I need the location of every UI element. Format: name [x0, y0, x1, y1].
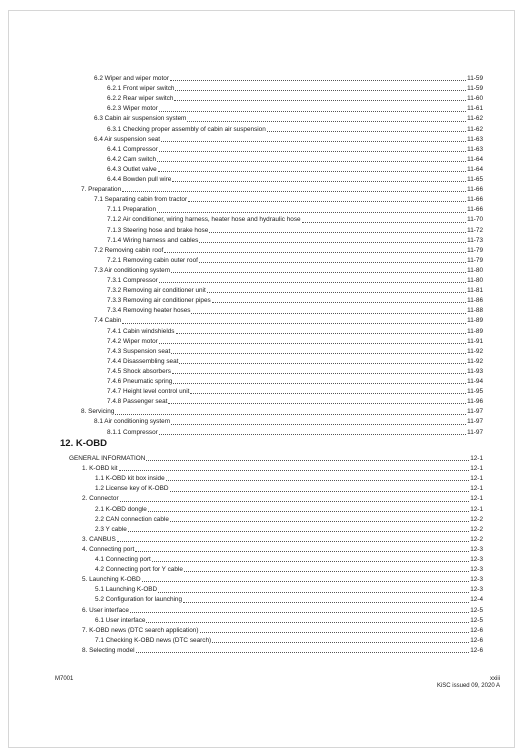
toc-entry[interactable]: [82, 645, 483, 655]
toc-entry-page: 12-1: [470, 505, 483, 513]
toc-dot-leader: [212, 642, 469, 643]
toc-entry-page: 11-72: [467, 226, 483, 234]
toc-entry-title: 7.2 Removing cabin roof: [94, 246, 164, 254]
toc-entry-page: 12-6: [470, 646, 483, 654]
toc-entry-title: 8. Selecting model: [82, 646, 135, 654]
toc-entry[interactable]: [107, 174, 483, 184]
toc-entry-title: 6.3 Cabin air suspension system: [94, 115, 187, 123]
toc-entry-page: 12-1: [470, 475, 483, 483]
toc-entry-title: 4.2 Connecting port for Y cable: [95, 566, 183, 574]
toc-entry-page: 11-95: [467, 388, 483, 396]
toc-entry[interactable]: [94, 134, 483, 144]
toc-dot-leader: [199, 262, 466, 263]
toc-entry[interactable]: [82, 534, 483, 544]
toc-entry-title: 5.1 Launching K-OBD: [95, 586, 158, 594]
toc-entry-title: 7.1.4 Wiring harness and cables: [107, 236, 199, 244]
toc-entry-title: 1. K-OBD kit: [82, 465, 118, 473]
toc-entry-title: 6.4 Air suspension seat: [94, 135, 161, 143]
toc-entry[interactable]: [107, 427, 483, 437]
toc-entry-page: 11-80: [467, 277, 483, 284]
toc-entry[interactable]: [82, 493, 483, 503]
toc-entry-page: 12-3: [470, 586, 483, 594]
toc-entry-page: 12-3: [470, 545, 483, 553]
toc-dot-leader: [164, 252, 466, 253]
toc-entry[interactable]: [107, 366, 483, 376]
toc-entry[interactable]: [95, 594, 483, 604]
toc-entry-page: 12-2: [470, 525, 483, 533]
toc-entry[interactable]: [107, 164, 483, 174]
toc-entry[interactable]: [95, 524, 483, 534]
toc-entry-title: 7.1.1 Preparation: [107, 206, 157, 214]
toc-entry-title: 8.1.1 Compressor: [107, 428, 158, 436]
toc-dot-leader: [170, 80, 466, 81]
toc-entry[interactable]: [94, 73, 483, 83]
toc-entry[interactable]: [107, 214, 483, 224]
toc-entry-page: 11-81: [467, 287, 483, 295]
toc-dot-leader: [174, 100, 466, 101]
toc-entry-title: 7.1.3 Steering hose and brake hose: [107, 226, 209, 234]
toc-entry[interactable]: [82, 625, 483, 635]
toc-dot-leader: [212, 302, 466, 303]
toc-entry[interactable]: [94, 416, 483, 426]
toc-dot-leader: [158, 592, 469, 593]
toc-entry-page: 11-70: [467, 216, 483, 224]
toc-dot-leader: [148, 511, 469, 512]
toc-entry-page: 11-60: [467, 95, 483, 103]
toc-entry-page: 11-91: [467, 337, 483, 345]
toc-entry-title: 6.2.2 Rear wiper switch: [107, 95, 174, 103]
toc-dot-leader: [146, 622, 469, 623]
toc-dot-leader: [117, 541, 469, 542]
toc-dot-leader: [130, 612, 469, 613]
toc-entry-title: GENERAL INFORMATION: [69, 455, 146, 462]
toc-entry-page: 11-79: [467, 256, 483, 264]
toc-entry-title: 7.1 Checking K-OBD news (DTC search): [95, 636, 212, 644]
toc-dot-leader: [187, 121, 466, 122]
toc-entry-page: 11-66: [467, 206, 483, 214]
toc-entry-title: 7.3.1 Compressor: [107, 277, 158, 284]
toc-dot-leader: [267, 131, 466, 132]
toc-entry[interactable]: [107, 305, 483, 315]
toc-entry-page: 11-92: [467, 357, 483, 365]
toc-entry-page: 11-64: [467, 155, 483, 163]
toc-entry-title: 6.4.3 Outlet valve: [107, 165, 157, 173]
toc-entry-title: 7. Preparation: [81, 186, 122, 194]
toc-entry[interactable]: [107, 144, 483, 154]
toc-entry[interactable]: [107, 235, 483, 245]
toc-entry[interactable]: [107, 386, 483, 396]
toc-entry-page: 11-62: [467, 125, 483, 133]
toc-entry[interactable]: [94, 113, 483, 123]
toc-entry[interactable]: [81, 406, 483, 416]
toc-entry-title: 5.2 Configuration for launching: [95, 596, 183, 604]
toc-entry[interactable]: [107, 83, 483, 93]
toc-entry[interactable]: [94, 265, 483, 275]
toc-entry-page: 11-97: [467, 418, 483, 426]
toc-entry-page: 12-3: [470, 576, 483, 584]
toc-dot-leader: [115, 414, 466, 415]
toc-entry[interactable]: [107, 93, 483, 103]
toc-entry-page: 11-96: [467, 398, 483, 406]
toc-dot-leader: [157, 212, 466, 213]
toc-entry-page: 12-3: [470, 566, 483, 574]
toc-entry-title: 4.1 Connecting port: [95, 556, 151, 563]
toc-dot-leader: [173, 383, 466, 384]
toc-entry-title: 1.1 K-OBD kit box inside: [95, 475, 165, 483]
toc-dot-leader: [183, 602, 469, 603]
toc-entry-title: 6.2.1 Front wiper switch: [107, 85, 175, 93]
toc-entry-page: 11-59: [467, 85, 483, 93]
toc-entry-page: 11-59: [467, 75, 483, 82]
toc-entry-title: 1.2 License key of K-OBD: [95, 485, 169, 493]
toc-entry-page: 12-5: [470, 606, 483, 614]
toc-dot-leader: [171, 424, 466, 425]
toc-dot-leader: [142, 581, 470, 582]
toc-entry-title: 3. CANBUS: [82, 535, 116, 543]
toc-entry-title: 6.2.3 Wiper motor: [107, 105, 158, 113]
toc-entry-page: 12-6: [470, 636, 483, 644]
toc-entry[interactable]: [95, 635, 483, 645]
toc-dot-leader: [159, 282, 466, 283]
toc-entry-page: 11-62: [467, 115, 483, 123]
toc-entry-page: 11-94: [467, 378, 483, 385]
toc-dot-leader: [172, 181, 466, 182]
toc-entry-title: 2.1 K-OBD dongle: [95, 505, 147, 513]
toc-entry-page: 12-5: [470, 616, 483, 624]
toc-entry-title: 7.4 Cabin: [94, 317, 122, 325]
toc-dot-leader: [158, 171, 466, 172]
toc-entry-page: 12-2: [470, 515, 483, 523]
toc-entry-page: 11-66: [467, 196, 483, 204]
footer-model-code: M7001: [55, 676, 74, 682]
toc-dot-leader: [166, 480, 470, 481]
toc-entry-title: 7.1.2 Air conditioner, wiring harness, heater hose and hydraulic hose: [107, 216, 301, 224]
toc-entry-title: 6.4.2 Cam switch: [107, 155, 157, 163]
toc-entry-page: 12-2: [470, 535, 483, 543]
toc-dot-leader: [176, 333, 467, 334]
toc-entry-page: 12-1: [470, 495, 483, 503]
toc-entry-page: 11-92: [467, 347, 483, 355]
toc-entry-page: 12-1: [470, 455, 483, 462]
toc-dot-leader: [119, 470, 470, 471]
toc-entry[interactable]: [95, 473, 483, 483]
toc-entry-title: 5. Launching K-OBD: [82, 576, 141, 584]
toc-dot-leader: [209, 232, 466, 233]
toc-dot-leader: [170, 521, 469, 522]
toc-entry[interactable]: [107, 275, 483, 285]
toc-entry-page: 11-79: [467, 246, 483, 254]
toc-entry[interactable]: [82, 544, 483, 554]
toc-entry-title: 7.1 Separating cabin from tractor: [94, 196, 188, 204]
toc-entry[interactable]: [95, 483, 483, 493]
toc-entry[interactable]: [94, 315, 483, 325]
toc-entry[interactable]: [107, 103, 483, 113]
toc-entry[interactable]: [107, 225, 483, 235]
toc-dot-leader: [302, 222, 467, 223]
toc-entry[interactable]: [107, 154, 483, 164]
toc-dot-leader: [128, 531, 469, 532]
toc-dot-leader: [179, 363, 466, 364]
toc-entry-page: 12-1: [470, 485, 483, 493]
toc-entry[interactable]: [81, 184, 483, 194]
toc-entry[interactable]: [94, 245, 483, 255]
toc-entry[interactable]: [95, 564, 483, 574]
footer-issue-date: KiSC issued 09, 2020 A: [436, 683, 500, 689]
toc-entry-title: 7.3 Air conditioning system: [94, 266, 171, 274]
toc-entry-title: 7.3.3 Removing air conditioner pipes: [107, 297, 211, 305]
footer-page-number: xxiii: [490, 676, 500, 682]
toc-entry-page: 11-86: [467, 297, 483, 305]
toc-entry[interactable]: [107, 326, 483, 336]
toc-entry-title: 7.3.2 Removing air conditioner unit: [107, 287, 206, 295]
toc-dot-leader: [199, 242, 466, 243]
toc-dot-leader: [122, 323, 466, 324]
toc-entry-title: 7.4.3 Suspension seat: [107, 347, 171, 355]
toc-entry-page: 12-1: [470, 465, 483, 473]
toc-dot-leader: [157, 161, 466, 162]
toc-entry[interactable]: [107, 396, 483, 406]
toc-entry[interactable]: [107, 204, 483, 214]
toc-dot-leader: [146, 460, 469, 461]
toc-entry-title: 7.4.6 Pneumatic spring: [107, 378, 173, 385]
toc-dot-leader: [170, 491, 470, 492]
toc-entry-title: 7.4.7 Height level control unit: [107, 388, 190, 396]
toc-entry[interactable]: [82, 605, 483, 615]
toc-dot-leader: [175, 90, 466, 91]
toc-entry[interactable]: [82, 463, 483, 473]
toc-dot-leader: [135, 551, 469, 552]
toc-entry-page: 11-93: [467, 367, 483, 375]
toc-entry-title: 2. Connector: [82, 495, 119, 503]
toc-entry-title: 6.4.4 Bowden pull wire: [107, 176, 172, 183]
toc-entry-title: 8. Servicing: [81, 408, 115, 416]
toc-dot-leader: [172, 373, 466, 374]
toc-entry-page: 12-6: [470, 626, 483, 634]
section-heading: 12. K-OBD: [60, 438, 107, 449]
toc-entry-title: 7. K-OBD news (DTC search application): [82, 626, 199, 634]
toc-entry-page: 11-66: [467, 186, 483, 194]
toc-entry-title: 7.4.8 Passenger seat: [107, 398, 168, 406]
toc-entry[interactable]: [94, 194, 483, 204]
toc-entry-page: 12-3: [470, 556, 483, 563]
toc-dot-leader: [152, 561, 469, 562]
toc-entry[interactable]: [95, 584, 483, 594]
toc-entry-title: 7.4.2 Wiper motor: [107, 337, 158, 345]
toc-entry[interactable]: [107, 346, 483, 356]
toc-entry[interactable]: [107, 336, 483, 346]
toc-entry-page: 11-73: [467, 236, 483, 244]
toc-dot-leader: [184, 571, 469, 572]
toc-dot-leader: [159, 151, 466, 152]
toc-entry[interactable]: [107, 285, 483, 295]
toc-entry-title: 7.2.1 Removing cabin outer roof: [107, 256, 198, 264]
toc-entry-page: 11-63: [467, 135, 483, 143]
toc-entry-page: 11-64: [467, 165, 483, 173]
toc-entry-title: 6.3.1 Checking proper assembly of cabin air suspension: [107, 125, 266, 133]
toc-entry[interactable]: [82, 574, 483, 584]
toc-entry-page: 11-63: [467, 145, 483, 153]
toc-entry-page: 11-88: [467, 307, 483, 315]
toc-entry[interactable]: [95, 514, 483, 524]
toc-entry-title: 7.4.4 Disassembling seat: [107, 357, 179, 365]
toc-entry-title: 2.3 Y cable: [95, 525, 127, 533]
toc-dot-leader: [171, 272, 466, 273]
toc-entry-page: 11-97: [467, 408, 483, 416]
toc-dot-leader: [120, 501, 470, 502]
toc-entry-page: 11-61: [467, 105, 483, 113]
toc-entry-page: 12-4: [470, 596, 483, 604]
toc-entry-title: 7.3.4 Removing heater hoses: [107, 307, 191, 315]
toc-dot-leader: [191, 313, 466, 314]
toc-entry[interactable]: [107, 255, 483, 265]
toc-dot-leader: [136, 652, 470, 653]
toc-dot-leader: [159, 434, 466, 435]
toc-entry-title: 4. Connecting port: [82, 545, 135, 553]
toc-dot-leader: [207, 292, 466, 293]
toc-entry-title: 6.4.1 Compressor: [107, 145, 158, 153]
toc-entry-page: 11-89: [467, 317, 483, 325]
toc-entry[interactable]: [95, 554, 483, 564]
toc-entry-title: 7.4.5 Shock absorbers: [107, 367, 171, 375]
toc-entry-page: 11-65: [467, 176, 483, 183]
toc-dot-leader: [190, 393, 466, 394]
toc-entry-page: 11-89: [467, 327, 483, 335]
toc-entry[interactable]: [95, 615, 483, 625]
toc-dot-leader: [159, 111, 466, 112]
toc-entry-title: 7.4.1 Cabin windshields: [107, 327, 175, 335]
toc-dot-leader: [171, 353, 466, 354]
toc-entry[interactable]: [107, 376, 483, 386]
toc-dot-leader: [168, 403, 466, 404]
toc-entry[interactable]: [69, 453, 483, 463]
toc-dot-leader: [188, 201, 466, 202]
toc-dot-leader: [161, 141, 466, 142]
toc-entry-page: 11-97: [467, 428, 483, 436]
toc-entry[interactable]: [107, 295, 483, 305]
toc-entry[interactable]: [95, 504, 483, 514]
toc-entry-page: 11-80: [467, 266, 483, 274]
toc-entry[interactable]: [107, 124, 483, 134]
toc-entry[interactable]: [107, 356, 483, 366]
toc-entry-title: 2.2 CAN connection cable: [95, 515, 169, 523]
toc-entry-title: 6.1 User interface: [95, 616, 146, 624]
toc-entry-title: 6. User interface: [82, 606, 129, 614]
toc-dot-leader: [159, 343, 466, 344]
toc-dot-leader: [122, 191, 466, 192]
toc-entry-title: 8.1 Air conditioning system: [94, 418, 171, 426]
toc-dot-leader: [200, 632, 470, 633]
toc-entry-title: 6.2 Wiper and wiper motor: [94, 75, 169, 82]
